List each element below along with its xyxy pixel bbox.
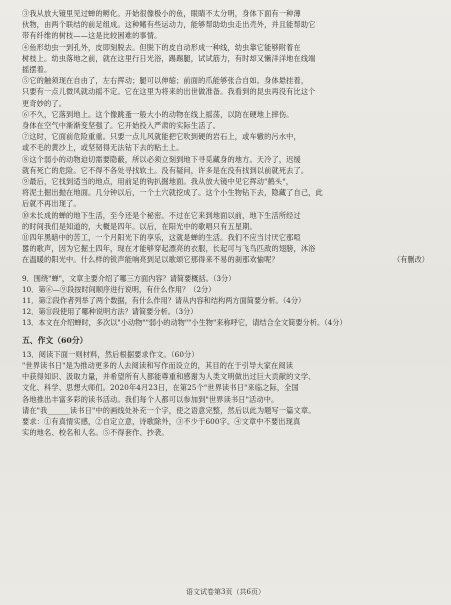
passage-line: 带有纤维的树枝——这是比较困难的事情。 — [22, 31, 162, 41]
passage-line: ⑥不久，它落到地上。这个像跳蚤一般大小的动物在线上摇荡，以防在硬地上摔伤。 — [22, 109, 294, 119]
writing-prompt-line: 文化、科学、思想大师们。2020年4月23日，在第25个"世界读书日"来临之际，全国 — [22, 383, 299, 393]
passage-line: 在温暖的阳光中。什么样的钹声能响亮到足以歌颂它那得来不易的刹那欢愉呢？ — [22, 255, 279, 265]
page-footer: 语文试卷第3页（共6页） — [186, 588, 265, 596]
writing-prompt-line: 中获得知识、汲取力量，并希望所有人都能尊重和感谢为人类文明做出过巨大贡献的文学、 — [22, 372, 316, 382]
writing-prompt-line: 请在"我______读书日"中的画线处补充一个字，使之语意完整，然后以此为题写一篇文章。 — [22, 405, 316, 415]
question-list — [22, 273, 429, 329]
writing-prompt-line: "世界读书日"是为推动更多的人去阅读和写作而设立的，其目的在于引导大家在阅读 — [22, 360, 294, 370]
passage-line: ③我从放大镜里见过蝉的孵化。开始很像极小的鱼，眼睛不太分明，身体下面有一种薄 — [22, 9, 301, 18]
writing-prompt — [22, 349, 429, 439]
passage-line: 更奇妙的了。 — [22, 98, 67, 108]
passage-line: 的时间我们是知道的，大概是四年。以后，在阳光中的歌唱只有五星期。 — [22, 221, 257, 231]
passage-line: ⑤它的触须现在自由了，左右挥动；腿可以伸缩；前面的爪能够张合自如。身体悬挂着， — [22, 76, 309, 86]
writing-prompt-line: 实的地名、校名和人名。⑤不得套作、抄袭。 — [22, 428, 169, 438]
question-item: 9．围绕"蝉"，文章主要介绍了哪三方面内容？请简要概括。（3分） — [22, 273, 236, 283]
passage-line: 就有死亡的危险。它不得不各处寻找软土。没有疑问，许多是在没有找到以前就死去了。 — [22, 165, 309, 175]
passage-line: 嚣的歌声，因为它掘土四年，现在才能够穿起漂亮的衣服，长起可与飞鸟匹敌的翅膀，沐浴 — [22, 244, 316, 254]
question-item: 12．第⑪段使用了哪种说明方法？请简要分析。（3分） — [22, 307, 198, 317]
passage-line: ⑨最后，它找到适当的地点，用前足的钩扒掘地面。我从放大镜中见它挥动"鹤头"， — [22, 177, 294, 187]
page-content — [22, 8, 429, 438]
question-item: 10．第⑥—⑨段按时间顺序进行说明，有什么作用？（2分） — [22, 284, 216, 294]
question-item: 11．第②段作者列举了两个数据，有什么作用？请从内容和结构两方面简要分析。（4分） — [22, 296, 306, 306]
passage-line: ④鱼形幼虫一到孔外，皮即刻脱去。但脱下的皮自动形成一种线，幼虫靠它能够附着在 — [22, 42, 301, 52]
passage-line: ⑪四年黑暗中的苦工，一个月阳光下的享乐，这就是蝉的生活。我们不应当讨厌它那喧 — [22, 233, 301, 243]
passage-line: 伙物，由两个联结的前足组成。这种鳍有些运动力，能够帮助幼虫走出壳外，并且能帮助它 — [22, 20, 316, 30]
writing-prompt-line: 各地推出丰富多彩的读书活动。我们每个人都可以参加到"世界读书日"活动中。 — [22, 394, 279, 404]
passage-line: ⑧这个弱小的动物迫切需要隐蔽，所以必须立刻到地下寻觅藏身的地方。天冷了，迟缓 — [22, 154, 301, 164]
passage-line: 身体在空气中渐渐变坚强了。它开始投入严肃的实际生活了。 — [22, 121, 221, 131]
passage-line: 树枝上。幼虫落地之前，就在这里行日光浴，踢踢腿，试试筋力，有时却又懒洋洋地在线端 — [22, 53, 316, 63]
writing-section-title: 五、作文（60分） — [22, 335, 88, 345]
passage-line: ⑩未长成的蝉的地下生活，至今还是个秘密。不过在它来到地面以前，地下生活所经过 — [22, 210, 301, 220]
passage — [22, 8, 429, 266]
writing-prompt-line: 13．阅读下面一则材料，然后根据要求作文。（60分） — [22, 349, 199, 359]
passage-line: ⑦这时，它面前危险重重。只要一点儿风就能把它吹到硬的岩石上，或车辙的污水中， — [22, 132, 301, 142]
passage-line: 摇摆着。 — [22, 65, 52, 75]
source-note: （有删改） — [393, 254, 429, 264]
writing-prompt-line: 要求：①有真情实感，②自定立意，诗歌除外，③不少于600字。④文章中不要出现真 — [22, 416, 301, 426]
question-item: 13．本文在介绍蝉时，多次以"小动物""弱小的动物""小生物"来称呼它，请结合全文简要分析。（4分） — [22, 318, 347, 328]
passage-line: 后就不再出现了。 — [22, 199, 81, 209]
passage-line: 将泥土掘出抛在地面。几分钟以后，一个土穴就挖成了。这个小生物钻下去，隐藏了自己，此 — [22, 188, 323, 198]
passage-line: 或不毛的黄沙上，或坚韧得无法钻下去的粘土上。 — [22, 143, 184, 153]
passage-line: 只要有一点儿微风就动摇不定。它在这里为将来的出世做准备。我看到的昆虫再没有比这个 — [22, 87, 316, 97]
